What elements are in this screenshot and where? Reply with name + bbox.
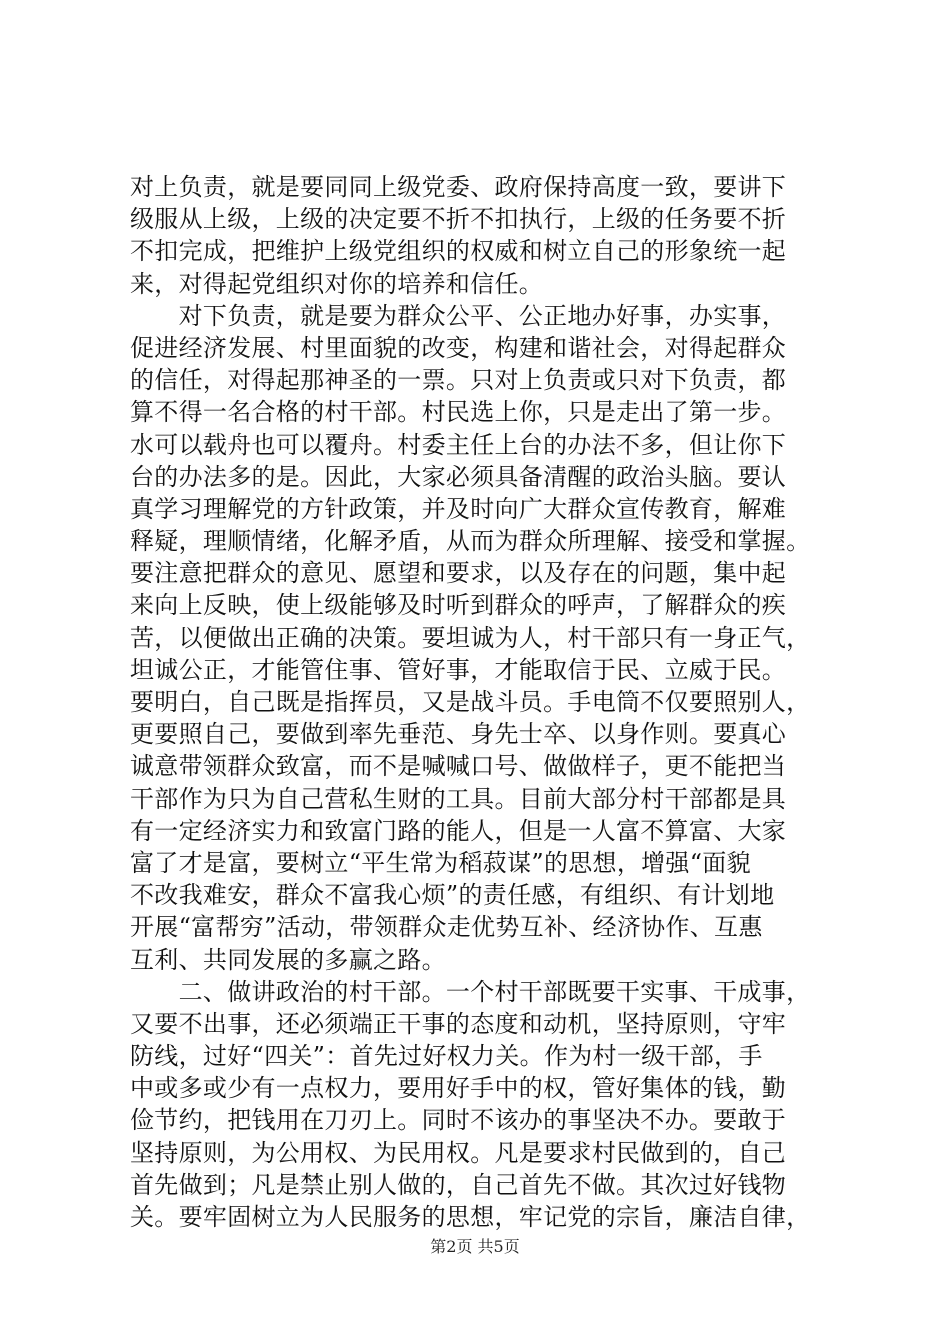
text-line: 来，对得起党组织对你的培养和信任。: [130, 269, 544, 298]
document-body: [130, 171, 830, 1233]
text-line: 二、做讲政治的村干部。一个村干部既要干实事、干成事，: [130, 977, 811, 1006]
text-line: 富了才是富，要树立“平生常为稻菽谋”的思想，增强“面貌: [130, 848, 751, 877]
text-line: 算不得一名合格的村干部。村民选上你，只是走出了第一步。: [130, 398, 787, 427]
text-line: 干部作为只为自己营私生财的工具。目前大部分村干部都是具: [130, 784, 787, 813]
text-line: 要明白，自己既是指挥员，又是战斗员。手电筒不仅要照别人，: [130, 688, 811, 716]
text-line: 台的办法多的是。因此，大家必须具备清醒的政治头脑。要认: [130, 462, 787, 491]
text-line: 坦诚公正，才能管住事、管好事，才能取信于民、立威于民。: [130, 655, 787, 684]
text-line: 俭节约，把钱用在刀刃上。同时不该办的事坚决不办。要敢于: [130, 1106, 787, 1135]
text-line: 水可以载舟也可以覆舟。村委主任上台的办法不多，但让你下: [130, 430, 787, 459]
text-line: 有一定经济实力和致富门路的能人，但是一人富不算富、大家: [130, 816, 787, 845]
text-line: 首先做到；凡是禁止别人做的，自己首先不做。其次过好钱物: [130, 1170, 787, 1199]
text-line: 中或多或少有一点权力，要用好手中的权，管好集体的钱，勤: [130, 1074, 787, 1103]
text-line: 真学习理解党的方针政策，并及时向广大群众宣传教育，解难: [130, 494, 787, 523]
text-line: 要注意把群众的意见、愿望和要求，以及存在的问题，集中起: [130, 559, 787, 588]
text-line: 释疑，理顺情绪，化解矛盾，从而为群众所理解、接受和掌握。: [130, 527, 811, 556]
text-line: 坚持原则，为公用权、为民用权。凡是要求村民做到的，自己: [130, 1138, 787, 1167]
text-line: 更要照自己，要做到率先垂范、身先士卒、以身作则。要真心: [130, 720, 787, 749]
text-line: 防线，过好“四关”：首先过好权力关。作为村一级干部，手: [130, 1042, 763, 1071]
text-line: 对上负责，就是要同同上级党委、政府保持高度一致，要讲下: [130, 173, 787, 201]
text-line: 不改我难安，群众不富我心烦”的责任感，有组织、有计划地: [130, 881, 775, 910]
text-line: 互利、共同发展的多赢之路。: [130, 945, 446, 974]
text-line: 又要不出事，还必须端正干事的态度和动机，坚持原则，守牢: [130, 1009, 787, 1038]
page-number-footer: 第2页 共5页: [430, 1237, 520, 1256]
text-line: 诚意带领群众致富，而不是喊喊口号、做做样子，更不能把当: [130, 752, 787, 781]
text-line: 苦，以便做出正确的决策。要坦诚为人，村干部只有一身正气，: [130, 623, 811, 652]
text-line: 的信任，对得起那神圣的一票。只对上负责或只对下负责，都: [130, 366, 787, 395]
text-line: 开展“富帮穷”活动，带领群众走优势互补、经济协作、互惠: [130, 913, 763, 942]
text-line: 级服从上级，上级的决定要不折不扣执行，上级的任务要不折: [130, 205, 787, 234]
text-line: 促进经济发展、村里面貌的改变，构建和谐社会，对得起群众: [130, 333, 787, 362]
text-line: 关。要牢固树立为人民服务的思想，牢记党的宗旨，廉洁自律，: [130, 1203, 811, 1231]
text-line: 不扣完成，把维护上级党组织的权威和树立自己的形象统一起: [130, 237, 787, 266]
text-line: 对下负责，就是要为群众公平、公正地办好事，办实事，: [130, 301, 787, 330]
text-line: 来向上反映，使上级能够及时听到群众的呼声，了解群众的疾: [130, 591, 787, 620]
